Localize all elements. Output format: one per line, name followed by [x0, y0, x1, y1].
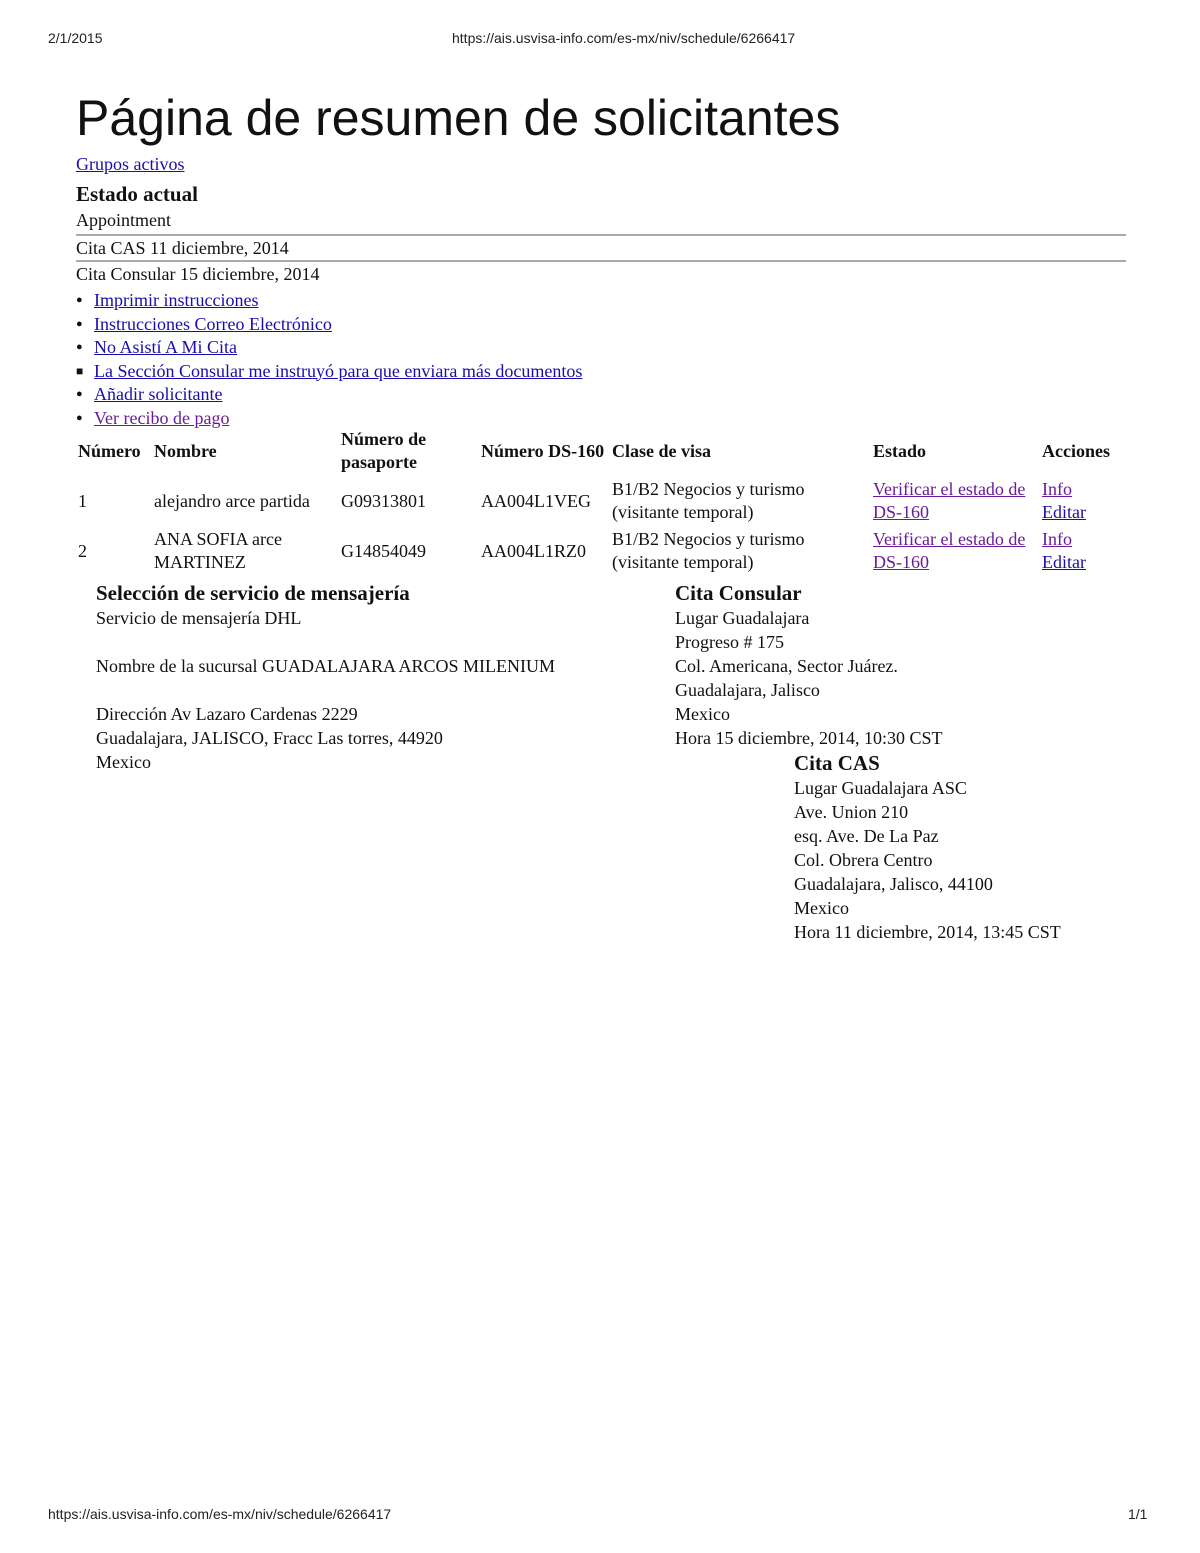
edit-link[interactable]: Editar	[1042, 502, 1086, 522]
applicant-visa-class: B1/B2 Negocios y turismo (visitante temporal)	[612, 529, 805, 572]
action-item	[76, 359, 1126, 383]
courier-branch: Nombre de la sucursal GUADALAJARA ARCOS MILENIUM	[96, 656, 555, 676]
applicant-actions-cell	[1042, 476, 1126, 526]
consular-detail-line: Guadalajara, Jalisco	[675, 680, 820, 700]
consular-detail-line: Mexico	[675, 704, 730, 724]
applicant-status-cell	[873, 526, 1042, 576]
cas-title: Cita CAS	[794, 751, 880, 775]
col-visa-class: Clase de visa	[612, 440, 711, 461]
current-status-heading: Estado actual	[76, 182, 198, 206]
table-row	[78, 526, 1126, 576]
courier-address-line: Guadalajara, JALISCO, Fracc Las torres, 44920	[96, 728, 443, 748]
cas-detail-line: Guadalajara, Jalisco, 44100	[794, 874, 993, 894]
info-link[interactable]: Info	[1042, 479, 1072, 499]
col-passport: Número de pasaporte	[341, 429, 427, 472]
consular-detail-line: Col. Americana, Sector Juárez.	[675, 656, 898, 676]
table-row	[78, 476, 1126, 526]
actions-list	[76, 288, 1126, 429]
cas-detail-line: esq. Ave. De La Paz	[794, 826, 939, 846]
applicant-visa-class: B1/B2 Negocios y turismo (visitante temporal)	[612, 479, 805, 522]
view-payment-receipt-link[interactable]: Ver recibo de pago	[94, 407, 230, 428]
add-applicant-link[interactable]: Añadir solicitante	[94, 384, 223, 404]
print-header-url: https://ais.usvisa-info.com/es-mx/niv/schedule/6266417	[452, 30, 796, 46]
active-groups-link[interactable]: Grupos activos	[76, 154, 185, 174]
email-instructions-link[interactable]: Instrucciones Correo Electrónico	[94, 313, 332, 334]
col-number: Número	[78, 440, 141, 461]
missed-appointment-link[interactable]: No Asistí A Mi Cita	[94, 337, 238, 357]
print-instructions-link[interactable]: Imprimir instrucciones	[94, 290, 259, 310]
cas-detail-line: Ave. Union 210	[794, 802, 909, 822]
check-ds160-status-link[interactable]: Verificar el estado de DS-160	[873, 479, 1026, 522]
action-item	[76, 288, 1126, 312]
applicants-table	[78, 426, 1126, 576]
cas-appointment-section	[794, 750, 1174, 944]
col-status: Estado	[873, 440, 927, 461]
print-page-number: 1/1	[1128, 1506, 1148, 1522]
consular-time: Hora 15 diciembre, 2014, 10:30 CST	[675, 728, 943, 748]
courier-section	[96, 580, 656, 774]
page-title: Página de resumen de solicitantes	[76, 90, 841, 146]
check-ds160-status-link[interactable]: Verificar el estado de DS-160	[873, 529, 1026, 572]
applicant-number: 2	[78, 540, 87, 561]
print-date: 2/1/2015	[48, 30, 103, 46]
applicant-number: 1	[78, 490, 87, 511]
edit-link[interactable]: Editar	[1042, 552, 1086, 572]
cas-appointment-line: Cita CAS 11 diciembre, 2014	[76, 234, 1126, 262]
table-header-row	[78, 426, 1126, 476]
consular-appointment-section	[675, 580, 1095, 750]
info-link[interactable]: Info	[1042, 529, 1072, 549]
cas-detail-line: Lugar Guadalajara ASC	[794, 778, 967, 798]
consular-detail-line: Progreso # 175	[675, 632, 784, 652]
action-item	[76, 382, 1126, 406]
applicant-passport: G14854049	[341, 540, 426, 561]
col-name: Nombre	[154, 440, 217, 461]
courier-title: Selección de servicio de mensajería	[96, 581, 410, 605]
applicant-actions-cell	[1042, 526, 1126, 576]
col-ds160: Número DS-160	[481, 440, 605, 461]
applicant-name: alejandro arce partida	[154, 490, 310, 511]
cas-time: Hora 11 diciembre, 2014, 13:45 CST	[794, 922, 1061, 942]
applicant-status-cell	[873, 476, 1042, 526]
courier-address-line: Dirección Av Lazaro Cardenas 2229	[96, 704, 358, 724]
courier-address-line: Mexico	[96, 752, 151, 772]
status-section	[76, 152, 1126, 429]
consular-title: Cita Consular	[675, 581, 802, 605]
courier-service: Servicio de mensajería DHL	[96, 608, 302, 628]
consular-appointment-line: Cita Consular 15 diciembre, 2014	[76, 264, 320, 284]
send-more-documents-link[interactable]: La Sección Consular me instruyó para que enviara más documentos	[94, 360, 583, 381]
consular-detail-line: Lugar Guadalajara	[675, 608, 810, 628]
applicant-ds160: AA004L1RZ0	[481, 540, 586, 561]
cas-detail-line: Col. Obrera Centro	[794, 850, 933, 870]
applicant-name: ANA SOFIA arce MARTINEZ	[154, 529, 282, 572]
col-actions: Acciones	[1042, 440, 1110, 461]
action-item	[76, 335, 1126, 359]
cas-detail-line: Mexico	[794, 898, 849, 918]
appointment-label: Appointment	[76, 210, 171, 230]
applicant-ds160: AA004L1VEG	[481, 490, 591, 511]
action-item	[76, 312, 1126, 336]
applicant-passport: G09313801	[341, 490, 426, 511]
print-footer-url: https://ais.usvisa-info.com/es-mx/niv/schedule/6266417	[48, 1506, 392, 1522]
